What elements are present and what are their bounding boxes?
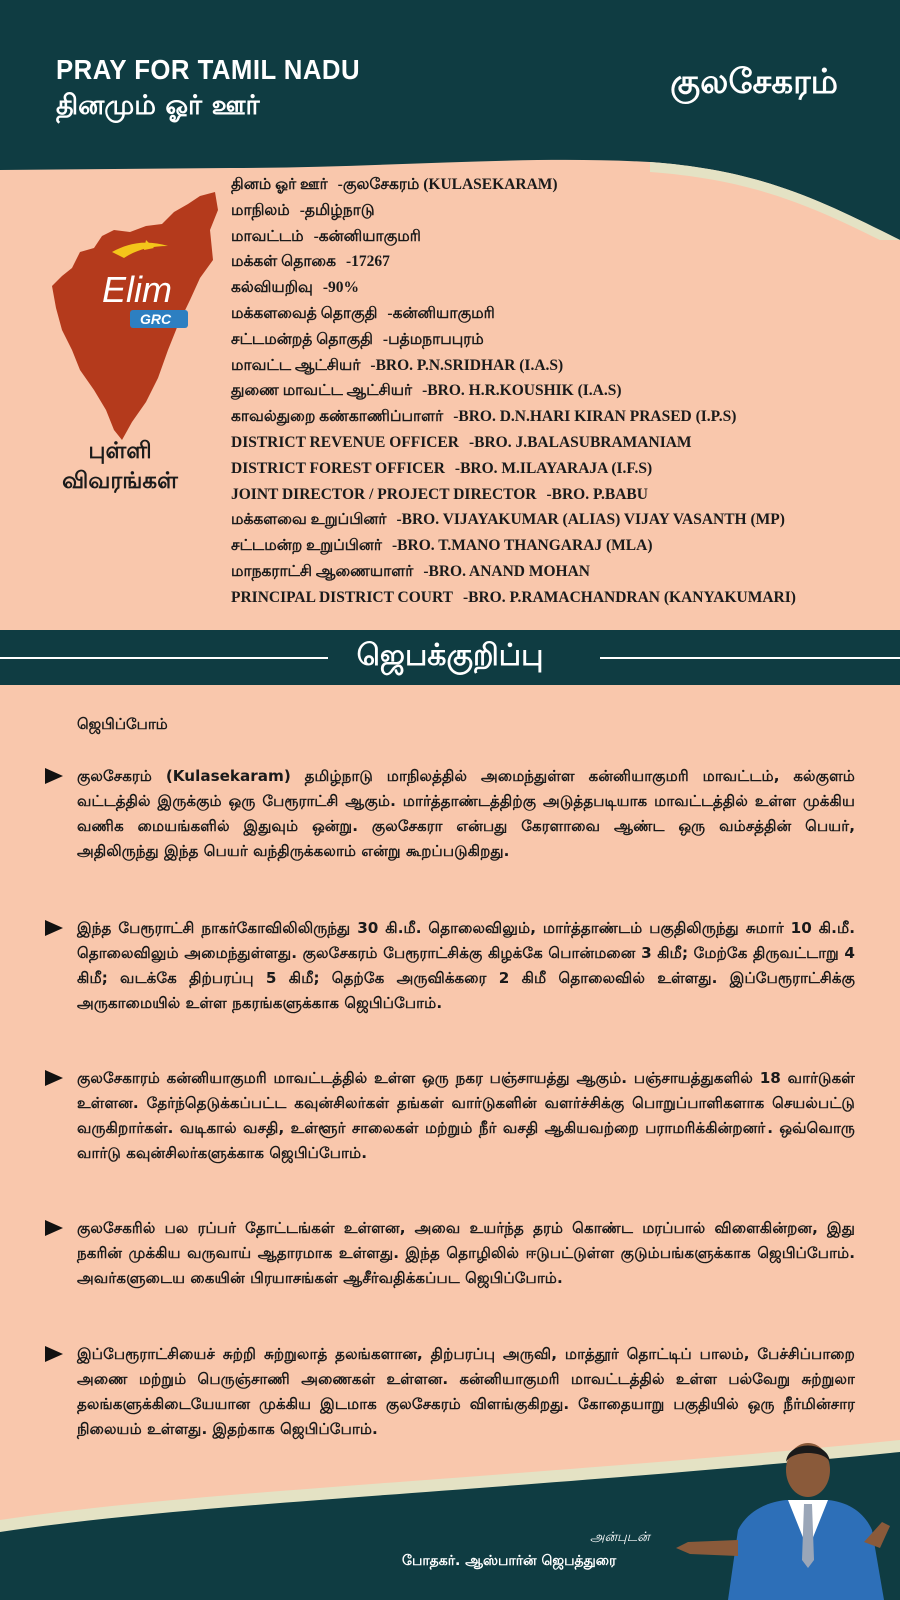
info-key: மக்களவைத் தொகுதி [231,304,378,322]
info-row [231,353,891,379]
info-value: -தமிழ்நாடு [299,201,375,219]
info-value: -17267 [346,253,390,271]
info-row [231,275,891,301]
tamil-nadu-map [50,190,220,445]
info-key: மக்கள் தொகை [231,253,337,271]
prayer-paragraph [45,1342,855,1442]
brand-subtitle: தினமும் ஓர் ஊர் [56,90,260,121]
paragraph-text: குலசேகாரம் கன்னியாகுமரி மாவட்டத்தில் உள்ள ஒரு நகர பஞ்சாயத்து ஆகும். பஞ்சாயத்துகளில் 18 வார்டுகள் உள்ளன. தேர்ந்தெடுக்கப்பட்ட கவுன்சிலர்கள் தங்கள் வார்டுகளின் வளர்ச்சிக்கு பொறுப்பாளிகளாக செயல்பட்டு வருகிறார்கள். வடிகால் வசதி, உள்ளூர் சாலைகள் மற்றும் நீர் வசதி ஆகியவற்றை பராமரிக்கின்றனா். ஒவ்வொரு வார்டு கவுன்சிலர்களுக்காக ஜெபிப்போம். [77,1069,855,1162]
paragraph-text: குலசேகரில் பல ரப்பர் தோட்டங்கள் உள்ளன, அவை உயர்ந்த தரம் கொண்ட மரப்பால் விளைகின்றன, இது நகரின் முக்கிய வருவாய் ஆதாரமாக உள்ளது. இந்த தொழிலில் ஈடுபட்டுள்ள குடும்பங்களுக்காக ஜெபிப்போம். அவர்களுடைய கையின் பிரயாசங்கள் ஆசீர்வதிக்கப்பட ஜெபிப்போம். [77,1219,855,1287]
info-key: மாநிலம் [231,201,290,219]
info-row [231,224,891,250]
section-band [0,630,900,685]
arrow-bullet-icon [45,1346,63,1362]
info-value: -பத்மநாபபுரம் [382,330,484,348]
paragraph-text: இப்பேரூராட்சியைச் சுற்றி சுற்றுலாத் தலங்களான, திற்பரப்பு அருவி, மாத்தூர் தொட்டிப் பாலம், பேச்சிப்பாறை அணை மற்றும் பெருஞ்சாணி அணைகள் உள்ளன. கன்னியாகுமரி மாவட்டத்தில் உள்ள பல்வேறு சுற்றுலா தலங்களுக்கிடையேயான முக்கிய இடமாக குலசேகரம் விளங்குகிறது. கோதையாறு பகுதியில் ஒரு நீர்மின்சார நிலையம் உள்ளது. இதற்காக ஜெபிப்போம். [77,1345,855,1438]
arrow-bullet-icon [45,1070,63,1086]
info-key: காவல்துறை கண்காணிப்பாளர் [231,408,444,426]
arrow-bullet-icon [45,1220,63,1236]
info-value: -BRO. VIJAYAKUMAR (ALIAS) VIJAY VASANTH (MP) [396,511,785,529]
map-label-line1: புள்ளி [88,438,152,464]
info-key: மக்களவை உறுப்பினர் [231,511,387,529]
info-key: கல்வியறிவு [231,279,313,297]
prayer-paragraph [45,1216,855,1291]
info-key: JOINT DIRECTOR / PROJECT DIRECTOR [231,485,537,503]
info-key: மாவட்ட ஆட்சியர் [231,356,361,374]
info-row [231,585,891,611]
info-value: -கன்னியாகுமரி [387,304,495,322]
info-value: -கன்னியாகுமரி [313,227,421,245]
signature-greeting: அன்புடன் [590,1530,650,1545]
info-row [231,249,891,275]
info-row [231,404,891,430]
info-value: -BRO. ANAND MOHAN [423,562,590,580]
info-key: DISTRICT REVENUE OFFICER [231,433,459,451]
info-value: -BRO. P.RAMACHANDRAN (KANYAKUMARI) [462,588,796,606]
info-row [231,430,891,456]
pastor-photo [668,1430,900,1600]
info-key: மாநகராட்சி ஆணையாளர் [231,562,414,580]
info-key: சட்டமன்ற உறுப்பினர் [231,537,383,555]
prayer-paragraph [45,1066,855,1166]
info-value: -BRO. D.N.HARI KIRAN PRASED (I.P.S) [453,408,737,426]
info-value: -BRO. M.ILAYARAJA (I.F.S) [454,459,653,477]
info-key: PRINCIPAL DISTRICT COURT [231,588,453,606]
logo-text: Elim [102,269,172,310]
map-label-line2: விவரங்கள் [62,468,178,494]
brand-block [56,54,387,124]
info-row [231,172,891,198]
info-list [231,172,891,611]
place-title: குலசேகரம் [670,62,838,102]
prayer-paragraph [45,916,855,1016]
info-row [231,378,891,404]
arrow-bullet-icon [45,920,63,936]
paragraph-text: குலசேகரம் (Kulasekaram) தமிழ்நாடு மாநிலத்தில் அமைந்துள்ள கன்னியாகுமரி மாவட்டம், கல்குளம் வட்டத்தில் இருக்கும் ஒரு பேரூராட்சி ஆகும். மார்த்தாண்டத்திற்கு அடுத்தபடியாக மாவட்டத்தில் உள்ள முக்கிய வணிக மையங்களில் இதுவும் ஒன்று. குலசேகரா என்பது கேரளாவை ஆண்ட ஒரு வம்சத்தின் பெயர், அதிலிருந்து இந்த பெயர் வந்திருக்கலாம் என்று கூறப்படுகிறது. [77,767,855,860]
info-row [231,301,891,327]
info-value: -குலசேகரம் (KULASEKARAM) [337,176,558,193]
paragraph-text: இந்த பேரூராட்சி நாகர்கோவிலிலிருந்து 30 கி.மீ. தொலைவிலும், மார்த்தாண்டம் பகுதிலிருந்து சுமார் 10 கி.மீ. தொலைவிலும் அமைந்துள்ளது. குலசேகரம் பேரூராட்சிக்கு கிழக்கே பொன்மனை 3 கிமீ; மேற்கே திருவட்டாறு 4 கிமீ; வடக்கே திற்பரப்பு 5 கிமீ; தெற்கே அருவிக்கரை 2 கிமீ தொலைவில் உள்ளது. இப்பேரூராட்சிக்கு அருகாமையில் உள்ள நகரங்களுக்காக ஜெபிப்போம். [77,919,855,1012]
info-row [231,559,891,585]
info-key: தினம் ஓர் ஊர் [231,176,328,193]
info-row [231,327,891,353]
logo-subtext: GRC [140,311,172,327]
brand-title: PRAY FOR TAMIL NADU [56,54,361,85]
info-value: -BRO. H.R.KOUSHIK (I.A.S) [422,382,622,400]
info-key: மாவட்டம் [231,227,304,245]
info-value: -BRO. P.N.SRIDHAR (I.A.S) [370,356,564,374]
info-key: சட்டமன்றத் தொகுதி [231,330,373,348]
info-value: -BRO. T.MANO THANGARAJ (MLA) [392,537,653,555]
info-value: -90% [322,279,360,297]
prayer-paragraph [45,764,855,864]
info-key: DISTRICT FOREST OFFICER [231,459,445,477]
info-value: -BRO. P.BABU [546,485,648,503]
info-value: -BRO. J.BALASUBRAMANIAM [468,433,692,451]
section-title: ஜெபக்குறிப்பு [356,638,544,673]
map-label [40,436,200,496]
info-key: துணை மாவட்ட ஆட்சியர் [231,382,413,400]
info-row [231,482,891,508]
intro-text: ஜெபிப்போம் [77,715,168,733]
info-row [231,456,891,482]
arrow-bullet-icon [45,768,63,784]
info-row [231,507,891,533]
info-row [231,533,891,559]
signature-name: போதகர். ஆஸ்பார்ன் ஜெபத்துரை [402,1553,617,1569]
info-row [231,198,891,224]
